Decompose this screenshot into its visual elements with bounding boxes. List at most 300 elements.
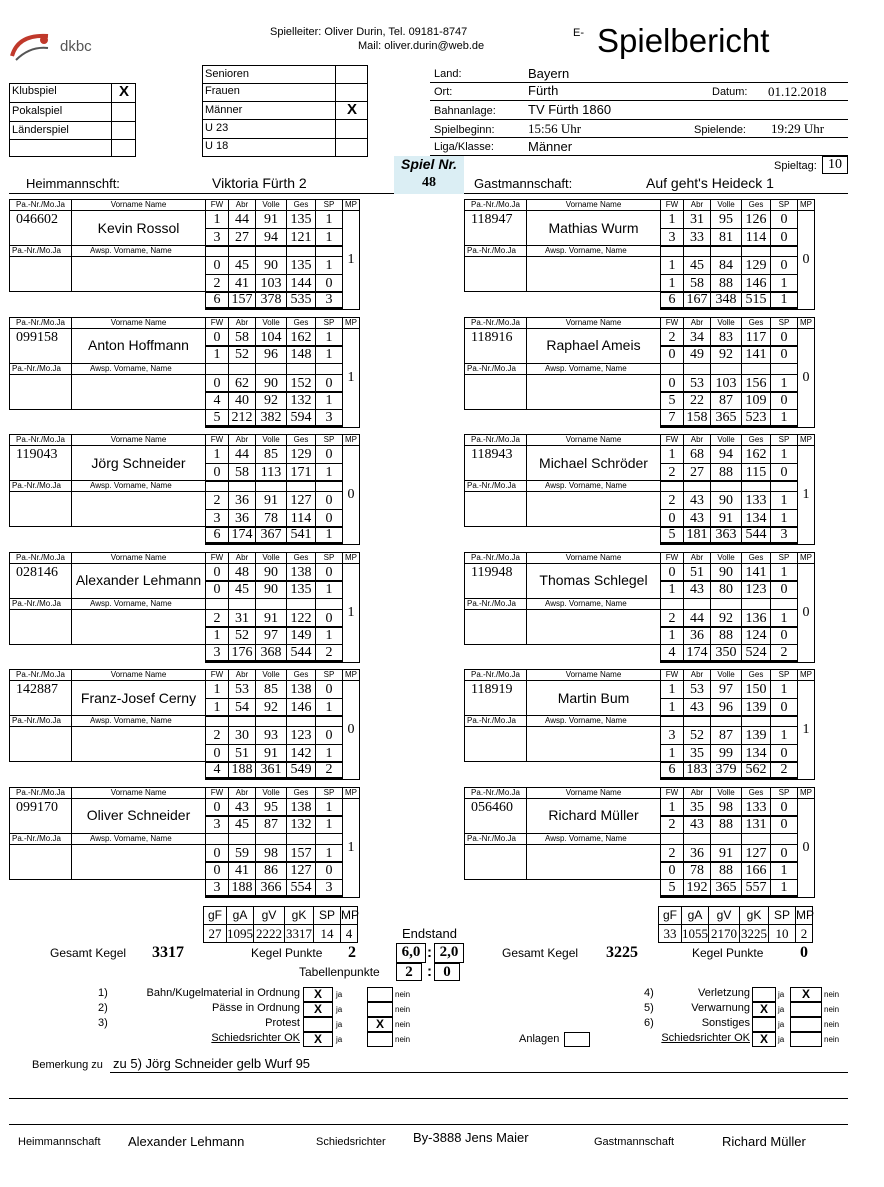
guest-total-cell: 363 <box>710 526 742 545</box>
guest-header-cell: FW <box>660 317 684 329</box>
home-pa-number: 142887 <box>9 680 72 716</box>
guest-mp-value: 0 <box>797 563 815 663</box>
home-header-cell: Vorname Name <box>71 317 206 329</box>
home-total-cell: 382 <box>255 409 287 428</box>
home-sum-value: 2222 <box>253 924 285 943</box>
guest-header-cell: SP <box>770 434 798 446</box>
guest-blank-cell <box>741 715 771 727</box>
guest-score-cell: 139 <box>741 726 771 745</box>
check-label: Bahn/Kugelmaterial in Ordnung <box>146 987 300 999</box>
guest-header-cell: MP <box>797 317 815 329</box>
home-header-cell: Ges <box>286 199 316 211</box>
guest-score-cell: 103 <box>710 374 742 393</box>
check-ja-box[interactable] <box>303 1017 333 1032</box>
liga-value: Männer <box>528 139 573 154</box>
guest-score-cell: 2 <box>660 815 684 834</box>
guest-score-cell: 3 <box>660 726 684 745</box>
guest-header-cell: FW <box>660 669 684 681</box>
guest-awsp-name-field[interactable] <box>526 374 661 410</box>
guest-player-name: Thomas Schlegel <box>526 563 661 599</box>
home-total-cell: 594 <box>286 409 316 428</box>
guest-blank-cell <box>660 598 684 610</box>
home-score-cell: 1 <box>315 345 343 364</box>
home-header-cell: Ges <box>286 552 316 564</box>
home-total-cell: 378 <box>255 291 287 310</box>
guest-score-cell: 133 <box>741 798 771 817</box>
guest-score-cell: 1 <box>660 274 684 293</box>
home-kp-label: Kegel Punkte <box>251 946 323 960</box>
guest-pa-number: 118919 <box>464 680 527 716</box>
home-score-cell: 2 <box>205 609 229 628</box>
guest-header-cell: Abr <box>683 317 711 329</box>
guest-score-cell: 1 <box>660 445 684 464</box>
home-score-cell: 3 <box>205 228 229 247</box>
home-awsp-name-field[interactable] <box>71 609 206 645</box>
home-score-cell: 51 <box>228 744 256 763</box>
check-num: 6) <box>644 1017 654 1029</box>
guest-header-cell: Vorname Name <box>526 434 661 446</box>
guest-header-cell: FW <box>660 199 684 211</box>
home-score-cell: 36 <box>228 491 256 510</box>
home-score-cell: 138 <box>286 798 316 817</box>
ja-label: ja <box>778 990 785 999</box>
guest-awsp-pa-field[interactable] <box>464 726 527 762</box>
guest-score-cell: 43 <box>683 491 711 510</box>
check-nein-box[interactable]: X <box>367 1017 393 1032</box>
guest-score-cell: 43 <box>683 580 711 599</box>
guest-score-cell: 126 <box>741 210 771 229</box>
guest-score-cell: 150 <box>741 680 771 699</box>
guest-score-cell: 43 <box>683 815 711 834</box>
home-awsp-pa-label: Pa.-Nr./Mo.Ja <box>9 598 72 610</box>
home-score-cell: 104 <box>255 328 287 347</box>
home-score-cell: 91 <box>255 210 287 229</box>
check-nein-box[interactable] <box>367 1002 393 1017</box>
home-awsp-pa-field[interactable] <box>9 491 72 527</box>
guest-score-cell: 109 <box>741 391 771 410</box>
end-guest: 2,0 <box>434 943 464 963</box>
home-score-cell: 52 <box>228 345 256 364</box>
guest-score-cell: 35 <box>683 744 711 763</box>
home-score-cell: 1 <box>315 580 343 599</box>
home-score-cell: 2 <box>205 491 229 510</box>
guest-header-cell: Volle <box>710 669 742 681</box>
home-sum-value: 27 <box>203 924 227 943</box>
home-header-cell: MP <box>342 317 360 329</box>
sig-guest-label: Gastmannschaft <box>594 1136 675 1148</box>
home-kp-value: 2 <box>348 944 356 961</box>
home-score-cell: 0 <box>315 374 343 393</box>
guest-score-cell: 97 <box>710 680 742 699</box>
anlagen-box[interactable] <box>564 1032 590 1047</box>
guest-awsp-label: Awsp. Vorname, Name <box>526 363 661 375</box>
guest-awsp-pa-label: Pa.-Nr./Mo.Ja <box>464 833 527 845</box>
check-ja-box[interactable] <box>752 1017 776 1032</box>
guest-total-cell: 1 <box>770 291 798 310</box>
guest-total-cell: 544 <box>741 526 771 545</box>
guest-score-cell: 88 <box>710 626 742 645</box>
guest-score-cell: 1 <box>770 563 798 582</box>
home-sum-header: gV <box>253 906 285 925</box>
home-total-cell: 3 <box>205 879 229 898</box>
home-score-cell: 1 <box>205 626 229 645</box>
guest-header-cell: Volle <box>710 787 742 799</box>
guest-score-cell: 2 <box>660 328 684 347</box>
nein-label: nein <box>395 1005 411 1014</box>
check-nein-box[interactable] <box>367 987 393 1002</box>
home-score-cell: 138 <box>286 680 316 699</box>
home-blank-cell <box>255 363 287 375</box>
home-score-cell: 87 <box>255 815 287 834</box>
home-score-cell: 90 <box>255 563 287 582</box>
spiel-nr-value: 48 <box>422 175 436 190</box>
dkbc-logo <box>8 26 108 66</box>
guest-header-cell: Ges <box>741 787 771 799</box>
check-num: 4) <box>644 987 654 999</box>
guest-blank-cell <box>770 245 798 257</box>
home-mp-value: 1 <box>342 563 360 663</box>
guest-kp-value: 0 <box>800 944 808 961</box>
home-awsp-pa-label: Pa.-Nr./Mo.Ja <box>9 363 72 375</box>
home-awsp-name-field[interactable] <box>71 374 206 410</box>
guest-score-cell: 94 <box>710 445 742 464</box>
check-ja-box[interactable]: X <box>303 987 333 1002</box>
home-score-cell: 94 <box>255 228 287 247</box>
guest-score-cell: 52 <box>683 726 711 745</box>
home-pa-number: 028146 <box>9 563 72 599</box>
home-score-cell: 157 <box>286 844 316 863</box>
home-player-name: Jörg Schneider <box>71 445 206 481</box>
check-nein-box[interactable]: X <box>790 987 822 1002</box>
check-nein-box[interactable] <box>790 1032 822 1047</box>
check-ja-box[interactable]: X <box>752 1032 776 1047</box>
home-awsp-pa-field[interactable] <box>9 374 72 410</box>
home-score-cell: 0 <box>205 580 229 599</box>
home-blank-cell <box>286 833 316 845</box>
check-nein-box[interactable] <box>790 1017 822 1032</box>
guest-score-cell: 0 <box>770 844 798 863</box>
home-score-cell: 1 <box>315 228 343 247</box>
guest-header-cell: Vorname Name <box>526 787 661 799</box>
klubspiel-check[interactable]: X <box>118 83 129 100</box>
check-ja-box[interactable] <box>752 987 776 1002</box>
home-score-cell: 152 <box>286 374 316 393</box>
guest-header-cell: SP <box>770 787 798 799</box>
guest-score-cell: 0 <box>660 563 684 582</box>
guest-score-cell: 22 <box>683 391 711 410</box>
guest-score-cell: 88 <box>710 463 742 482</box>
home-score-cell: 91 <box>255 609 287 628</box>
home-score-cell: 1 <box>315 391 343 410</box>
home-total-cell: 176 <box>228 644 256 663</box>
home-score-cell: 113 <box>255 463 287 482</box>
home-score-cell: 53 <box>228 680 256 699</box>
home-score-cell: 45 <box>228 580 256 599</box>
check-nein-box[interactable] <box>367 1032 393 1047</box>
guest-total-cell: 2 <box>770 644 798 663</box>
home-score-cell: 162 <box>286 328 316 347</box>
check-label: Verletzung <box>698 987 750 999</box>
page-title: Spielbericht <box>597 22 770 59</box>
home-score-cell: 85 <box>255 445 287 464</box>
guest-sum-header: gK <box>739 906 769 925</box>
home-header-cell: SP <box>315 199 343 211</box>
home-score-cell: 95 <box>255 798 287 817</box>
guest-awsp-pa-field[interactable] <box>464 491 527 527</box>
guest-awsp-label: Awsp. Vorname, Name <box>526 480 661 492</box>
guest-score-cell: 88 <box>710 274 742 293</box>
guest-score-cell: 1 <box>660 256 684 275</box>
league-leader: Spielleiter: Oliver Durin, Tel. 09181-8747 <box>270 26 468 38</box>
home-total-cell: 2 <box>315 644 343 663</box>
guest-score-cell: 114 <box>741 228 771 247</box>
guest-total-cell: 515 <box>741 291 771 310</box>
home-sum-value: 1095 <box>227 926 253 941</box>
guest-score-cell: 0 <box>770 626 798 645</box>
guest-blank-cell <box>660 480 684 492</box>
check-num: 1) <box>98 987 108 999</box>
spiel-nr-box <box>394 156 464 194</box>
home-score-cell: 0 <box>205 463 229 482</box>
land-label: Land: <box>434 68 462 80</box>
home-score-cell: 0 <box>315 509 343 528</box>
guest-header-cell: MP <box>797 199 815 211</box>
guest-score-cell: 0 <box>770 328 798 347</box>
home-score-cell: 0 <box>205 798 229 817</box>
guest-awsp-name-field[interactable] <box>526 726 661 762</box>
guest-blank-cell <box>770 480 798 492</box>
guest-score-cell: 95 <box>710 210 742 229</box>
guest-score-cell: 117 <box>741 328 771 347</box>
e-prefix: E- <box>573 27 584 39</box>
home-score-cell: 48 <box>228 563 256 582</box>
guest-score-cell: 0 <box>770 391 798 410</box>
home-header-cell: FW <box>205 199 229 211</box>
logo-text: dkbc <box>60 38 92 55</box>
guest-score-cell: 87 <box>710 391 742 410</box>
check-ja-box[interactable]: X <box>303 1002 333 1017</box>
guest-gesamt-label: Gesamt Kegel <box>502 946 579 960</box>
sig-ref: By-3888 Jens Maier <box>413 1130 529 1145</box>
home-awsp-pa-field[interactable] <box>9 256 72 292</box>
guest-pa-number: 056460 <box>464 798 527 834</box>
guest-header-cell: Pa.-Nr./Mo.Ja <box>464 787 527 799</box>
guest-header-cell: Volle <box>710 552 742 564</box>
guest-mp-value: 0 <box>797 328 815 428</box>
guest-score-cell: 68 <box>683 445 711 464</box>
home-score-cell: 122 <box>286 609 316 628</box>
check-ja-box[interactable]: X <box>303 1032 333 1047</box>
guest-score-cell: 88 <box>710 815 742 834</box>
guest-score-cell: 134 <box>741 744 771 763</box>
guest-header-cell: Pa.-Nr./Mo.Ja <box>464 669 527 681</box>
guest-awsp-pa-field[interactable] <box>464 844 527 880</box>
home-header-cell: Vorname Name <box>71 552 206 564</box>
guest-total-cell: 379 <box>710 761 742 780</box>
guest-awsp-pa-field[interactable] <box>464 374 527 410</box>
home-sum-value: 14 <box>313 924 341 943</box>
guest-score-cell: 43 <box>683 509 711 528</box>
datum-label: Datum: <box>712 86 748 98</box>
guest-blank-cell <box>741 480 771 492</box>
guest-blank-cell <box>741 245 771 257</box>
guest-gesamt-value: 3225 <box>606 944 638 961</box>
sig-home-label: Heimmannschaft <box>18 1136 101 1148</box>
guest-score-cell: 141 <box>741 563 771 582</box>
home-score-cell: 0 <box>315 726 343 745</box>
home-score-cell: 1 <box>205 345 229 364</box>
guest-score-cell: 0 <box>770 698 798 717</box>
guest-player-name: Raphael Ameis <box>526 328 661 364</box>
guest-score-cell: 91 <box>710 844 742 863</box>
home-header-cell: Pa.-Nr./Mo.Ja <box>9 434 72 446</box>
guest-mp-value: 1 <box>797 445 815 545</box>
guest-header-cell: MP <box>797 552 815 564</box>
guest-header-cell: SP <box>770 317 798 329</box>
guest-sum-value: 2 <box>795 924 813 943</box>
home-pa-number: 046602 <box>9 210 72 246</box>
home-score-cell: 135 <box>286 210 316 229</box>
home-blank-cell <box>205 833 229 845</box>
pokalspiel-label: Pokalspiel <box>12 105 63 117</box>
guest-blank-cell <box>683 715 711 727</box>
remark-text[interactable]: zu 5) Jörg Schneider gelb Wurf 95 <box>113 1056 311 1071</box>
home-blank-cell <box>255 598 287 610</box>
guest-awsp-pa-label: Pa.-Nr./Mo.Ja <box>464 715 527 727</box>
guest-blank-cell <box>770 598 798 610</box>
home-score-cell: 44 <box>228 445 256 464</box>
guest-blank-cell <box>683 598 711 610</box>
guest-awsp-pa-field[interactable] <box>464 256 527 292</box>
home-header-cell: Abr <box>228 199 256 211</box>
bahn-value: TV Fürth 1860 <box>528 102 612 117</box>
guest-score-cell: 1 <box>660 798 684 817</box>
guest-mp-value: 0 <box>797 798 815 898</box>
guest-total-cell: 5 <box>660 526 684 545</box>
guest-score-cell: 129 <box>741 256 771 275</box>
home-header-cell: Volle <box>255 199 287 211</box>
home-blank-cell <box>205 363 229 375</box>
home-score-cell: 3 <box>205 509 229 528</box>
home-header-cell: MP <box>342 669 360 681</box>
guest-awsp-label: Awsp. Vorname, Name <box>526 833 661 845</box>
guest-blank-cell <box>660 245 684 257</box>
maenner-check[interactable]: X <box>346 101 357 118</box>
home-pa-number: 099158 <box>9 328 72 364</box>
home-blank-cell <box>228 715 256 727</box>
home-score-cell: 62 <box>228 374 256 393</box>
home-header-cell: Pa.-Nr./Mo.Ja <box>9 552 72 564</box>
check-label: Sonstiges <box>701 1017 750 1029</box>
guest-awsp-name-field[interactable] <box>526 844 661 880</box>
guest-score-cell: 146 <box>741 274 771 293</box>
guest-total-cell: 365 <box>710 879 742 898</box>
home-blank-cell <box>255 245 287 257</box>
guest-score-cell: 0 <box>660 345 684 364</box>
home-total-cell: 361 <box>255 761 287 780</box>
home-header-cell: Volle <box>255 669 287 681</box>
home-header-cell: SP <box>315 434 343 446</box>
nein-label: nein <box>395 1035 411 1044</box>
guest-total-cell: 523 <box>741 409 771 428</box>
spieltag-label: Spieltag: <box>774 160 817 172</box>
guest-score-cell: 92 <box>710 345 742 364</box>
guest-score-cell: 0 <box>770 210 798 229</box>
home-awsp-name-field[interactable] <box>71 844 206 880</box>
guest-pa-number: 118916 <box>464 328 527 364</box>
check-ja-box[interactable]: X <box>752 1002 776 1017</box>
home-sum-header: gF <box>203 906 227 925</box>
guest-total-cell: 181 <box>683 526 711 545</box>
home-mp-value: 1 <box>342 798 360 898</box>
home-header-cell: Volle <box>255 434 287 446</box>
guest-score-cell: 44 <box>683 609 711 628</box>
home-score-cell: 0 <box>205 861 229 880</box>
guest-awsp-name-field[interactable] <box>526 256 661 292</box>
home-score-cell: 92 <box>255 698 287 717</box>
home-score-cell: 78 <box>255 509 287 528</box>
home-awsp-pa-field[interactable] <box>9 844 72 880</box>
guest-header-cell: Abr <box>683 199 711 211</box>
home-header-cell: Ges <box>286 317 316 329</box>
home-awsp-name-field[interactable] <box>71 256 206 292</box>
home-score-cell: 58 <box>228 328 256 347</box>
home-score-cell: 58 <box>228 463 256 482</box>
guest-awsp-pa-field[interactable] <box>464 609 527 645</box>
home-score-cell: 36 <box>228 509 256 528</box>
home-header-cell: MP <box>342 552 360 564</box>
home-awsp-pa-field[interactable] <box>9 726 72 762</box>
guest-awsp-pa-label: Pa.-Nr./Mo.Ja <box>464 363 527 375</box>
ja-label: ja <box>778 1020 785 1029</box>
home-score-cell: 91 <box>255 491 287 510</box>
guest-total-cell: 183 <box>683 761 711 780</box>
guest-score-cell: 91 <box>710 509 742 528</box>
home-awsp-name-field[interactable] <box>71 491 206 527</box>
home-total-cell: 174 <box>228 526 256 545</box>
guest-blank-cell <box>683 363 711 375</box>
guest-blank-cell <box>683 833 711 845</box>
guest-total-cell: 158 <box>683 409 711 428</box>
home-awsp-name-field[interactable] <box>71 726 206 762</box>
home-player-name: Franz-Josef Cerny <box>71 680 206 716</box>
home-header-cell: FW <box>205 434 229 446</box>
home-score-cell: 0 <box>315 491 343 510</box>
guest-blank-cell <box>770 833 798 845</box>
check-nein-box[interactable] <box>790 1002 822 1017</box>
home-header-cell: Pa.-Nr./Mo.Ja <box>9 669 72 681</box>
guest-score-cell: 0 <box>770 228 798 247</box>
home-score-cell: 1 <box>315 844 343 863</box>
check-label: Protest <box>265 1017 300 1029</box>
guest-blank-cell <box>710 363 742 375</box>
ort-label: Ort: <box>434 86 453 98</box>
guest-awsp-name-field[interactable] <box>526 609 661 645</box>
guest-total-cell: 365 <box>710 409 742 428</box>
home-blank-cell <box>205 245 229 257</box>
home-total-cell: 3 <box>315 879 343 898</box>
guest-header-cell: FW <box>660 787 684 799</box>
ja-label: ja <box>336 1035 343 1044</box>
home-awsp-pa-field[interactable] <box>9 609 72 645</box>
guest-awsp-label: Awsp. Vorname, Name <box>526 715 661 727</box>
guest-total-cell: 4 <box>660 644 684 663</box>
guest-score-cell: 27 <box>683 463 711 482</box>
guest-score-cell: 1 <box>660 626 684 645</box>
home-total-cell: 212 <box>228 409 256 428</box>
liga-label: Liga/Klasse: <box>434 141 494 153</box>
guest-awsp-name-field[interactable] <box>526 491 661 527</box>
